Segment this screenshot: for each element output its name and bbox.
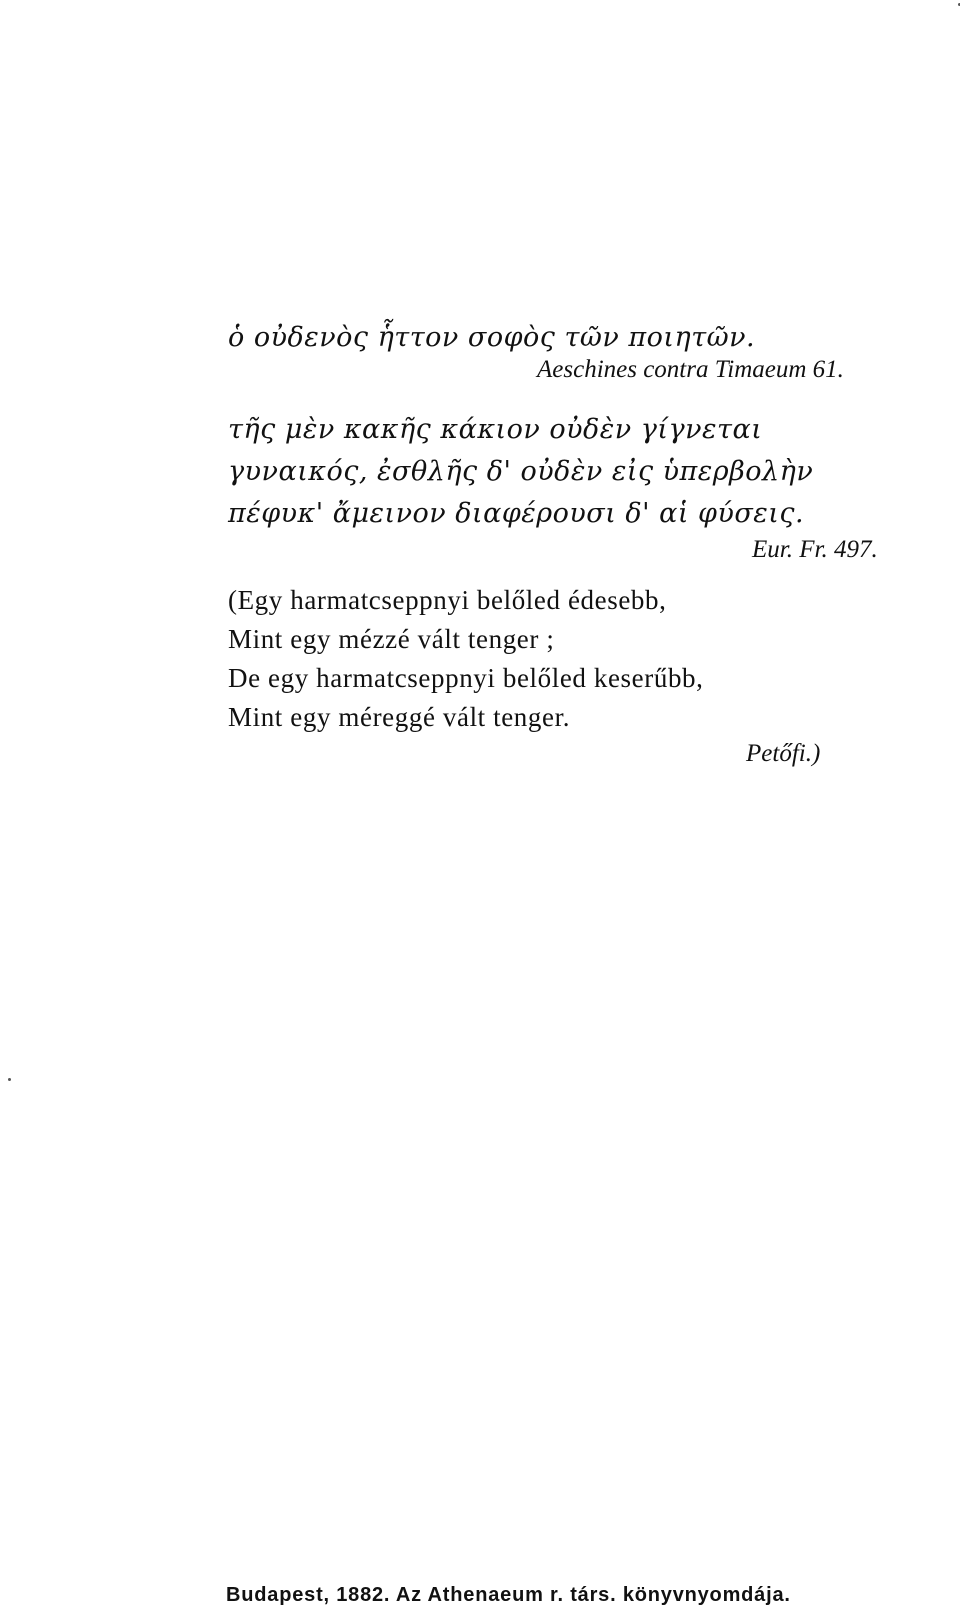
citation-aeschines: Aeschines contra Timaeum 61. bbox=[537, 356, 844, 383]
poem-line: (Egy harmatcseppnyi belőled édesebb, bbox=[228, 585, 667, 615]
greek-verse-line: γυναικός, ἐσθλῆς δ' οὐδὲν εἰς ὑπερβολὴν bbox=[228, 456, 814, 487]
greek-verse-line: τῆς μὲν κακῆς κάκιον οὐδὲν γίγνεται bbox=[228, 414, 763, 445]
citation-euripides: Eur. Fr. 497. bbox=[752, 536, 878, 563]
greek-quote-line: ὁ οὐδενὸς ἧττον σοφὸς τῶν ποιητῶν. bbox=[228, 322, 756, 353]
printer-imprint: Budapest, 1882. Az Athenaeum r. társ. könyvnyomdája. bbox=[226, 1584, 791, 1606]
poem-author: Petőfi.) bbox=[746, 740, 821, 767]
poem-line: Mint egy mézzé vált tenger ; bbox=[228, 624, 555, 654]
poem-line: De egy harmatcseppnyi belőled keserűbb, bbox=[228, 663, 704, 693]
poem-line: Mint egy méreggé vált tenger. bbox=[228, 702, 571, 732]
greek-verse-line: πέφυκ' ἄμεινον διαφέρουσι δ' αἱ φύσεις. bbox=[228, 498, 805, 529]
print-speck bbox=[8, 1078, 11, 1081]
